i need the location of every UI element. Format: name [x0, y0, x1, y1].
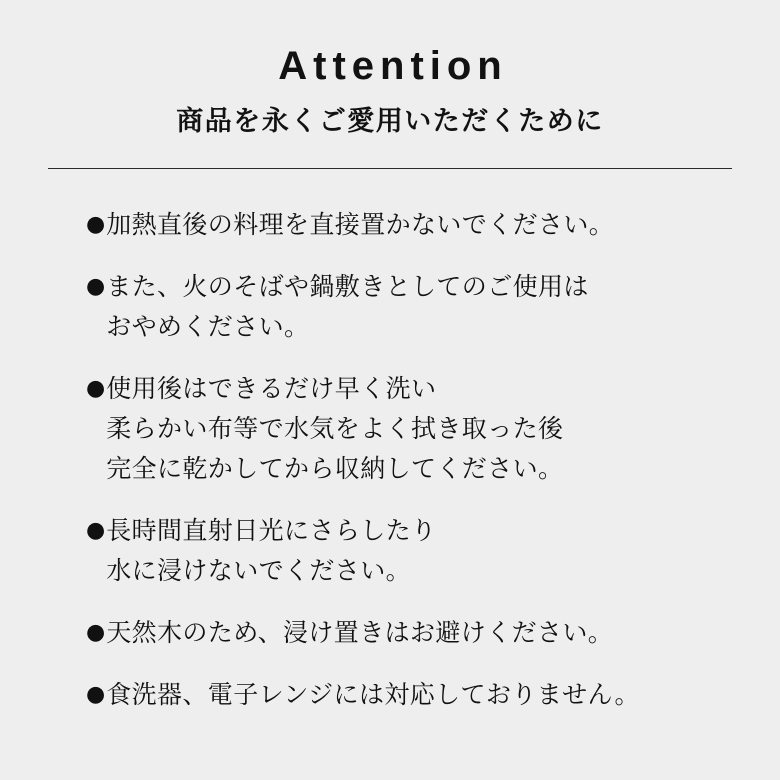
- note-line: 柔らかい布等で水気をよく拭き取った後: [106, 414, 564, 444]
- bullet-icon: ●: [86, 274, 106, 300]
- list-item-text: [106, 267, 589, 347]
- bullet-icon: ●: [86, 682, 106, 708]
- bullet-icon: ●: [86, 376, 106, 402]
- list-item-text: [106, 205, 614, 245]
- bullet-icon: ●: [86, 518, 106, 544]
- notes-list: [48, 205, 732, 737]
- bullet-icon: ●: [86, 620, 106, 646]
- note-line: 使用後はできるだけ早く洗い: [106, 374, 437, 404]
- list-item: [86, 511, 732, 591]
- note-line: 天然木のため、浸け置きはお避けください。: [106, 618, 614, 648]
- note-line: 長時間直射日光にさらしたり: [106, 516, 437, 546]
- list-item: [86, 267, 732, 347]
- list-item-text: [106, 369, 563, 489]
- note-line: 加熱直後の料理を直接置かないでください。: [106, 210, 615, 240]
- list-item: [86, 675, 732, 715]
- page-subtitle: 商品を永くご愛用いただくために: [176, 106, 604, 137]
- note-line: 完全に乾かしてから収納してください。: [106, 454, 564, 484]
- note-line: 水に浸けないでください。: [106, 556, 412, 586]
- bullet-icon: ●: [86, 212, 106, 238]
- note-line: 食洗器、電子レンジには対応しておりません。: [106, 680, 640, 710]
- header-divider: [48, 168, 732, 169]
- list-item-text: [106, 511, 436, 591]
- note-line: おやめください。: [106, 312, 310, 342]
- list-item-text: [106, 675, 640, 715]
- note-line: また、火のそばや鍋敷きとしてのご使用は: [106, 272, 589, 302]
- list-item: [86, 369, 732, 489]
- page-title: Attention: [278, 44, 508, 88]
- list-item: [86, 613, 732, 653]
- list-item: [86, 205, 732, 245]
- list-item-text: [106, 613, 613, 653]
